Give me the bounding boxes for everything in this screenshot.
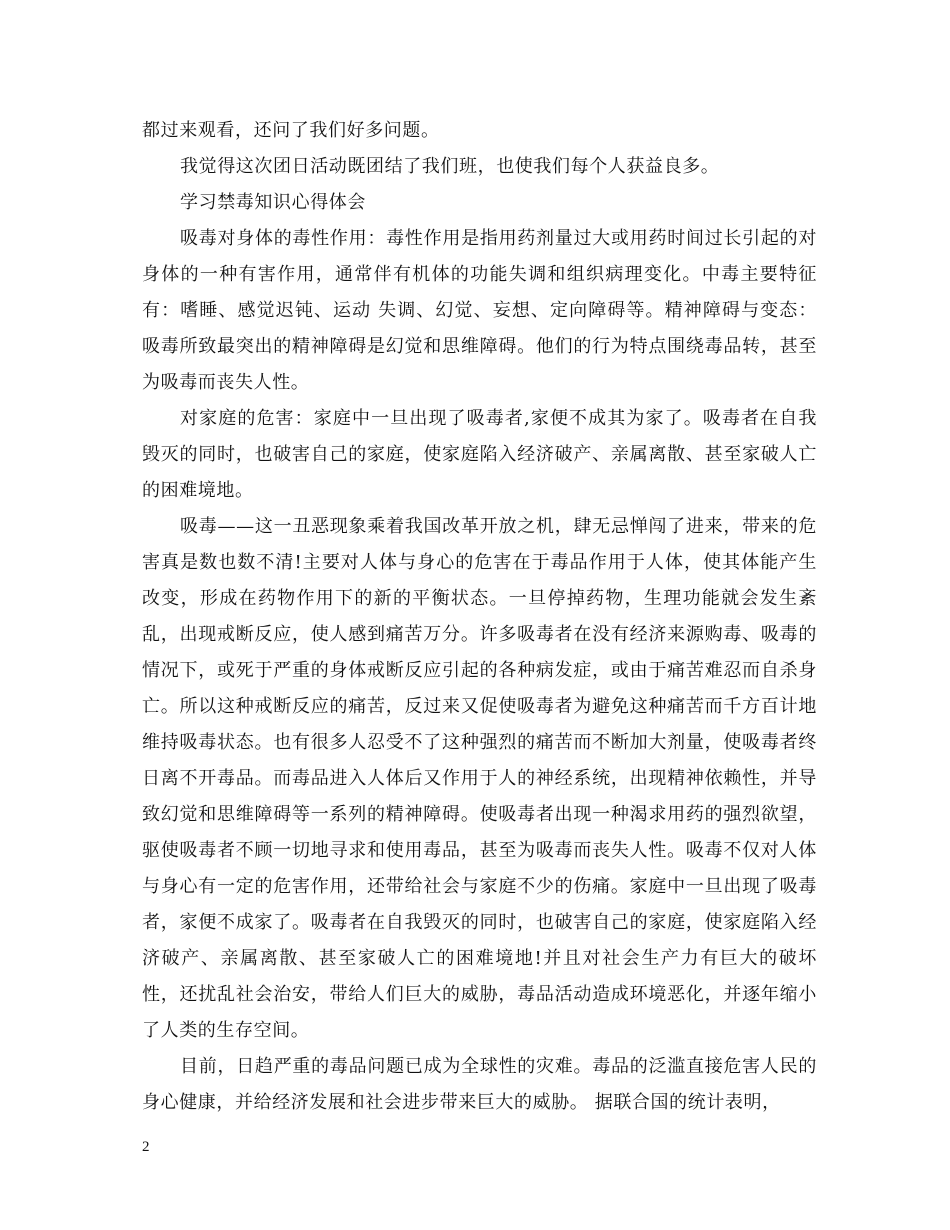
paragraph-drug-harm: 吸毒——这一丑恶现象乘着我国改革开放之机，肆无忌惮闯了进来，带来的危害真是数也数不清!主要对人体与身心的危害在于毒品作用于人体，使其体能产生改变，形成在药物作用下的新的平衡状态。一旦停掉药物，生理功能就会发生紊乱，出现戒断反应，使人感到痛苦万分。许多吸毒者在没有经济来源购毒、吸毒的情况下，或死于严重的身体戒断反应引起的各种病发症，或由于痛苦难忍而自杀身亡。所以这种戒断反应的痛苦，反过来又促使吸毒者为避免这种痛苦而千方百计地维持吸毒状态。也有很多人忍受不了这种强烈的痛苦而不断加大剂量，使吸毒者终日离不开毒品。而毒品进入人体后又作用于人的神经系统，出现精神依赖性，并导致幻觉和思维障碍等一系列的精神障碍。使吸毒者出现一种渴求用药的强烈欲望，驱使吸毒者不顾一切地寻求和使用毒品，甚至为吸毒而丧失人性。吸毒不仅对人体与身心有一定的危害作用，还带给社会与家庭不少的伤痛。家庭中一旦出现了吸毒者，家便不成家了。吸毒者在自我毁灭的同时，也破害自己的家庭，使家庭陷入经济破产、亲属离散、甚至家破人亡的困难境地!并且对社会生产力有巨大的破坏性，还扰乱社会治安，带给人们巨大的威胁，毒品活动造成环境恶化，并逐年缩小了人类的生存空间。	[142, 516, 817, 1041]
page-number: 2	[142, 1139, 150, 1155]
paragraph-physical-harm: 吸毒对身体的毒性作用：毒性作用是指用药剂量过大或用药时间过长引起的对身体的一种有害作用，通常伴有机体的功能失调和组织病理变化。中毒主要特征有：嗜睡、感觉迟钝、运动 失调、幻觉、妄想、定向障碍等。精神障碍与变态：吸毒所致最突出的精神障碍是幻觉和思维障碍。他们的行为特点围绕毒品转，甚至为吸毒而丧失人性。	[142, 228, 817, 393]
section-heading: 学习禁毒知识心得体会	[180, 192, 366, 213]
paragraph-family-harm: 对家庭的危害：家庭中一旦出现了吸毒者,家便不成其为家了。吸毒者在自我毁灭的同时，也破害自己的家庭，使家庭陷入经济破产、亲属离散、甚至家破人亡的困难境地。	[142, 408, 817, 501]
paragraph-global-problem: 目前，日趋严重的毒品问题已成为全球性的灾难。毒品的泛滥直接危害人民的身心健康，并给经济发展和社会进步带来巨大的威胁。 据联合国的统计表明，	[142, 1056, 817, 1113]
paragraph-1: 都过来观看，还问了我们好多问题。	[142, 120, 440, 141]
paragraph-2: 我觉得这次团日活动既团结了我们班，也使我们每个人获益良多。	[180, 156, 720, 177]
document-body	[142, 113, 817, 1121]
